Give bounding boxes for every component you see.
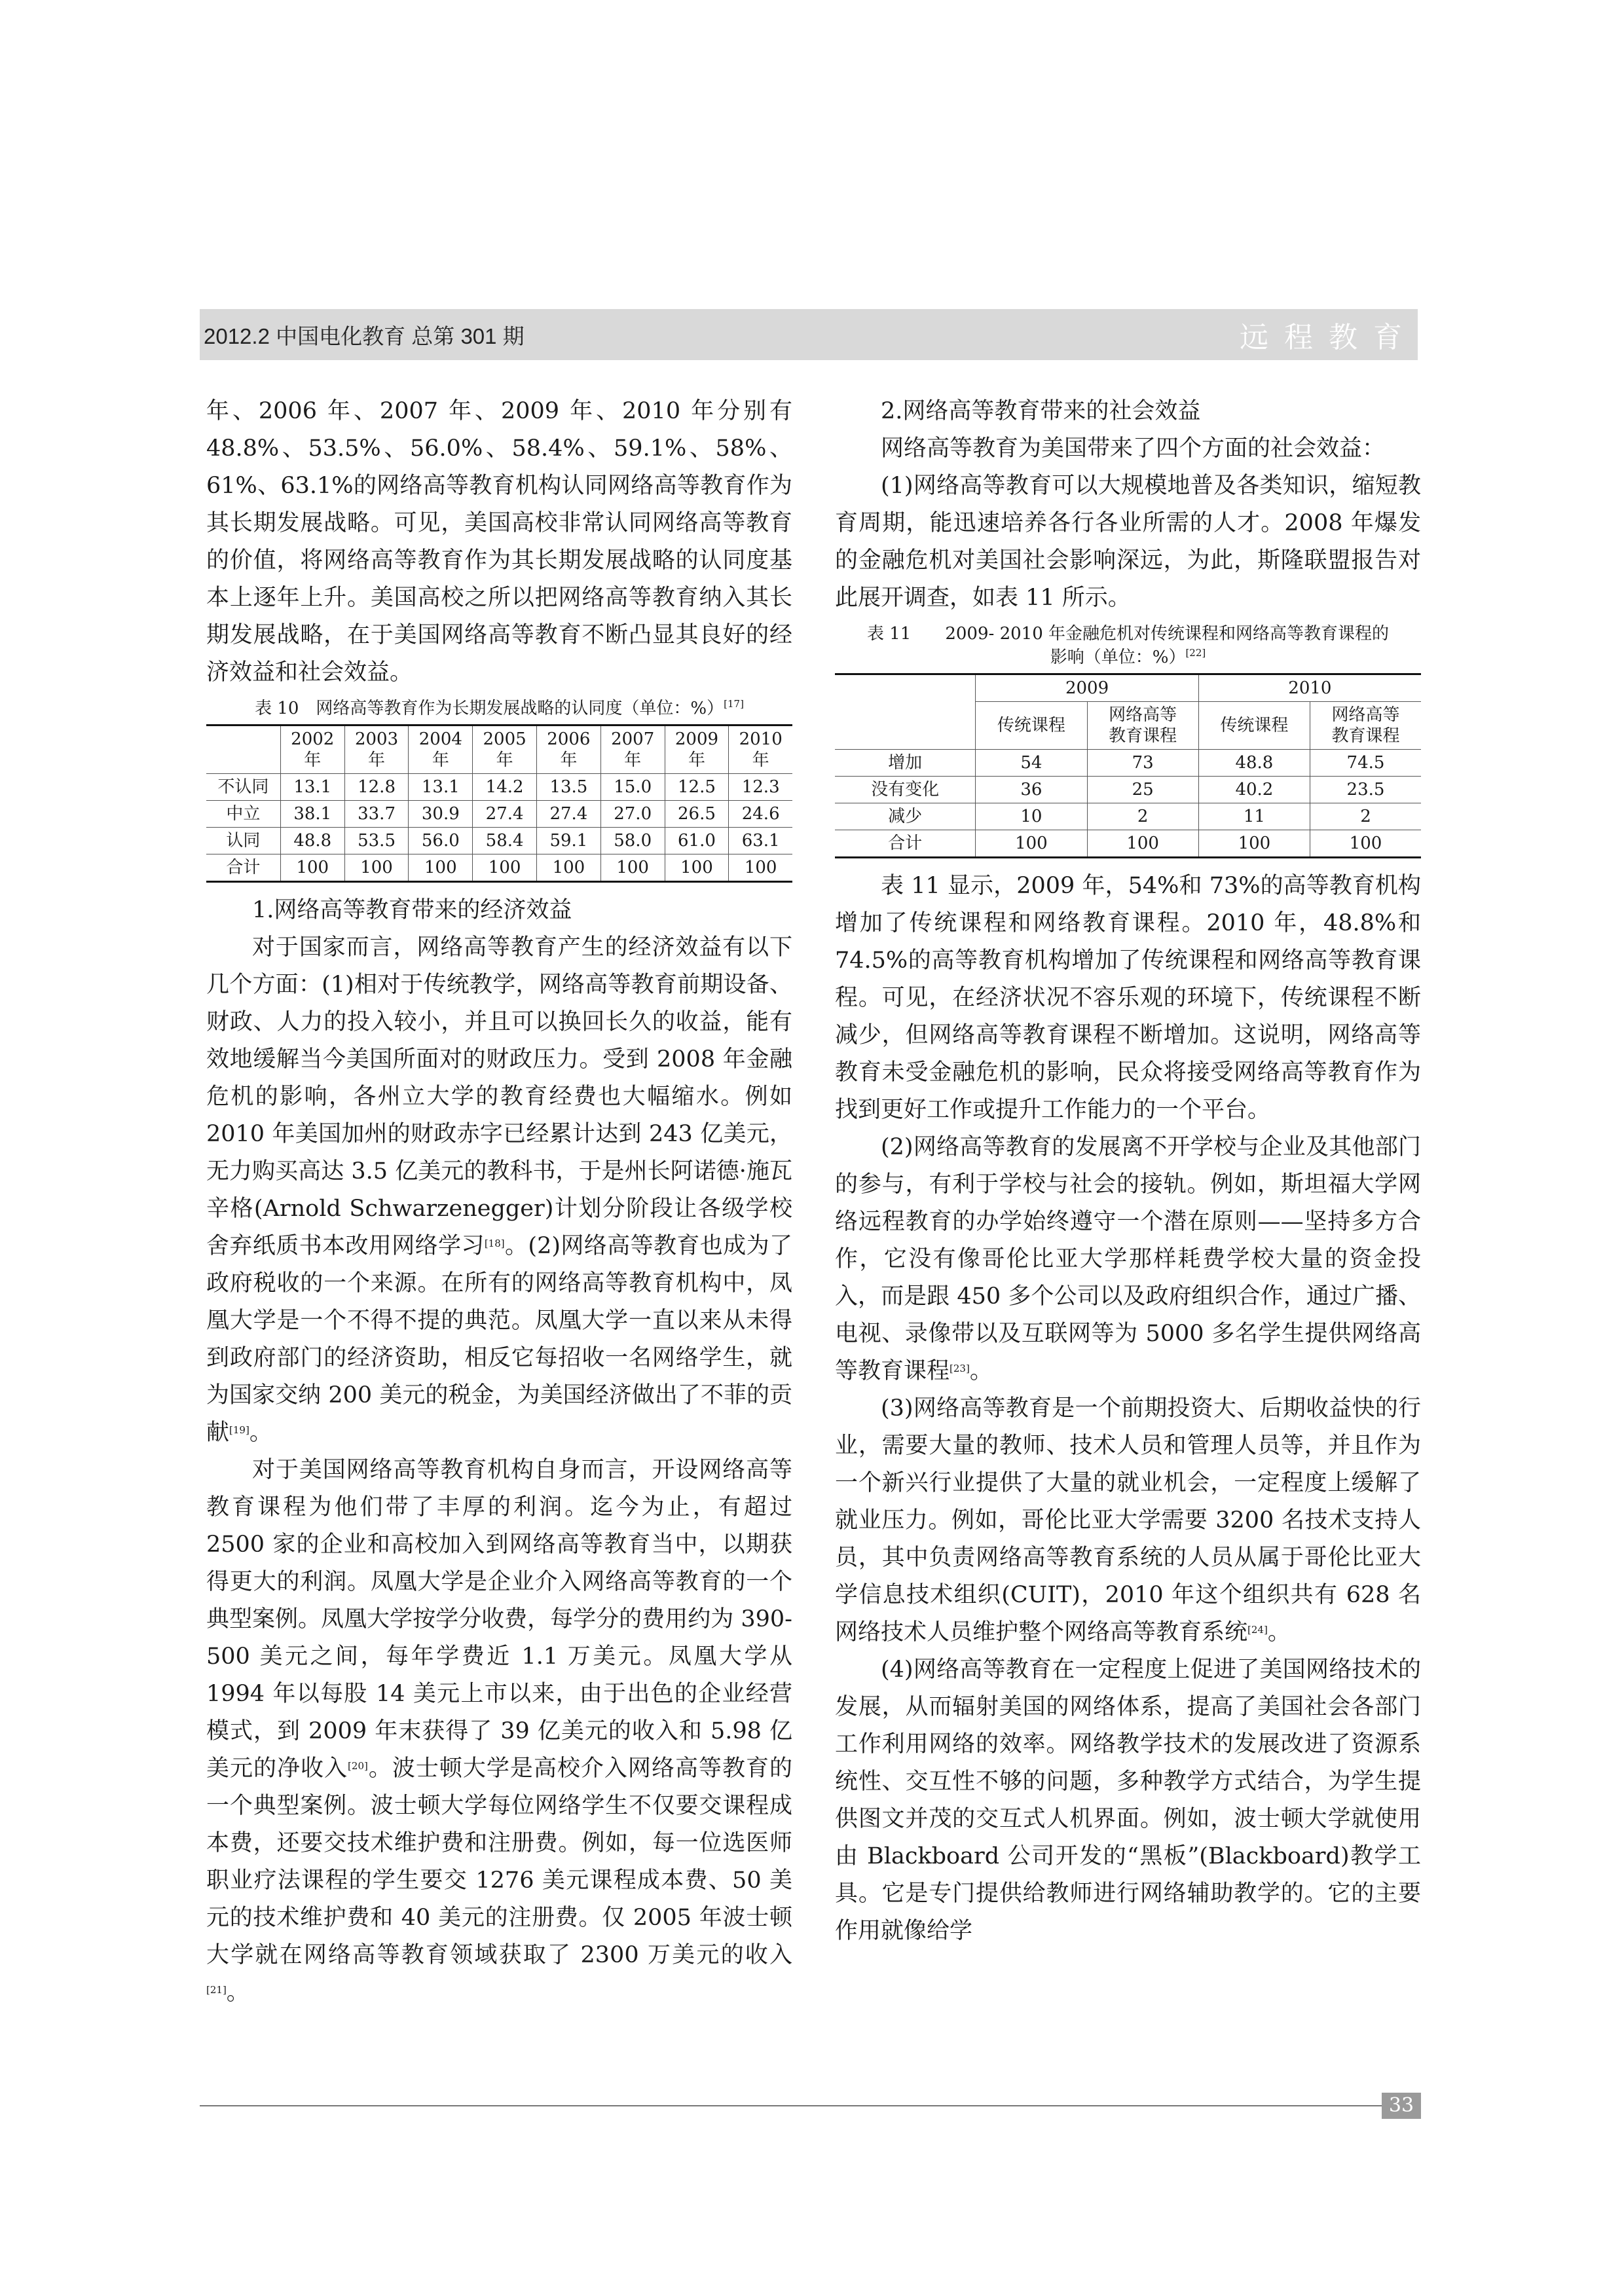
cell: 73 (1087, 750, 1198, 777)
cell: 2 (1310, 803, 1422, 830)
table-10 (206, 724, 792, 883)
section-title: 远程教育 (1240, 321, 1418, 354)
paragraph: (4)网络高等教育在一定程度上促进了美国网络技术的发展，从而辐射美国的网络体系，提高了美国社会各部门工作利用网络的效率。网络教学技术的发展改进了资源系统性、交互性不够的问题，多种教学方式结合，为学生提供图文并茂的交互式人机界面。例如，波士顿大学就使用由 Blackboard 公司开发的“黑板”(Blackboard)教学工具。它是专门提供给教师进行网络辅助教学的。它的主要作用就像给学 (835, 1657, 1421, 1944)
cell: 48.8 (1198, 750, 1310, 777)
year-header: 2010 (1198, 674, 1421, 702)
cell: 100 (1198, 830, 1310, 858)
cell: 2 (1087, 803, 1198, 830)
table-row (835, 777, 1421, 803)
caption-text: 表 10 网络高等教育作为长期发展战略的认同度（单位：%） (255, 699, 724, 718)
cell: 74.5 (1310, 750, 1422, 777)
citation: [20] (348, 1760, 368, 1772)
cell: 53.5 (344, 828, 409, 854)
cell: 13.1 (409, 774, 473, 801)
row-label: 中立 (206, 801, 280, 828)
cell: 100 (1087, 830, 1198, 858)
citation: [17] (724, 698, 744, 710)
caption-line (835, 646, 1421, 669)
table-row (206, 854, 792, 882)
cell: 56.0 (409, 828, 473, 854)
journal-issue: 2012.2 中国电化教育 总第 301 期 (204, 323, 525, 348)
text-run: 。波士顿大学是高校介入网络高等教育的一个典型案例。波士顿大学每位网络学生不仅要交课程成本费，还要交技术维护费和注册费。例如，每一位选医师职业疗法课程的学生要交 1276 美元课程成本费、50 美元的技术维护费和 40 美元的注册费。仅 2005 年波士顿大学就在网络高等教育领域获取了 2300 万美元的收入 (206, 1755, 792, 1968)
right-column (835, 393, 1421, 1950)
cell: 23.5 (1310, 777, 1422, 803)
cell: 27.4 (473, 801, 537, 828)
paragraph (206, 929, 792, 1452)
cell: 100 (537, 854, 601, 882)
cell: 59.1 (537, 828, 601, 854)
cell: 12.8 (344, 774, 409, 801)
text-run: 。 (1267, 1619, 1291, 1645)
column-header: 传统课程 (976, 702, 1087, 750)
table-row (835, 830, 1421, 858)
row-label: 减少 (835, 803, 976, 830)
table-corner (206, 725, 280, 774)
cell: 100 (976, 830, 1087, 858)
left-column (206, 393, 792, 2011)
cell: 58.4 (473, 828, 537, 854)
table-row (835, 750, 1421, 777)
cell: 100 (344, 854, 409, 882)
table-row (835, 803, 1421, 830)
paragraph: 网络高等教育为美国带来了四个方面的社会效益： (881, 435, 1386, 462)
year-header: 2010 年 (729, 725, 792, 774)
footer-rule (200, 2105, 1385, 2106)
row-label: 合计 (835, 830, 976, 858)
text-run: 。 (226, 1979, 249, 2006)
cell: 100 (409, 854, 473, 882)
cell: 38.1 (280, 801, 344, 828)
section-heading: 2.网络高等教育带来的社会效益 (881, 398, 1201, 424)
text-run: 。 (249, 1420, 272, 1446)
table-11-caption (835, 622, 1421, 669)
cell: 100 (665, 854, 729, 882)
table-row (206, 774, 792, 801)
table-row (206, 801, 792, 828)
table-11 (835, 673, 1421, 858)
citation: [22] (1185, 647, 1206, 659)
caption-line: 表 11 2009- 2010 年金融危机对传统课程和网络高等教育课程的 (867, 624, 1389, 644)
paragraph: (1)网络高等教育可以大规模地普及各类知识，缩短教育周期，能迅速培养各行各业所需的人才。2008 年爆发的金融危机对美国社会影响深远，为此，斯隆联盟报告对此展开调查，如表 11 所示。 (835, 473, 1421, 611)
cell: 36 (976, 777, 1087, 803)
citation: [24] (1247, 1624, 1268, 1636)
citation: [18] (484, 1238, 505, 1249)
cell: 100 (1310, 830, 1422, 858)
paragraph: 年、2006 年、2007 年、2009 年、2010 年分别有 48.8%、53.5%、56.0%、58.4%、59.1%、58%、61%、63.1%的网络高等教育机构认同网络高等教育作为其长期发展战略。可见，美国高校非常认同网络高等教育的价值，将网络高等教育作为其长期发展战略的认同度基本上逐年上升。美国高校之所以把网络高等教育纳入其长期发展战略，在于美国网络高等教育不断凸显其良好的经济效益和社会效益。 (206, 398, 792, 686)
cell: 100 (280, 854, 344, 882)
row-label: 没有变化 (835, 777, 976, 803)
citation: [19] (229, 1424, 249, 1436)
cell: 14.2 (473, 774, 537, 801)
year-header: 2009 (976, 674, 1198, 702)
cell: 100 (600, 854, 665, 882)
section-heading: 1.网络高等教育带来的经济效益 (252, 897, 572, 923)
cell: 24.6 (729, 801, 792, 828)
row-label: 增加 (835, 750, 976, 777)
year-header: 2003 年 (344, 725, 409, 774)
table-corner (835, 674, 976, 750)
column-header: 网络高等 教育课程 (1310, 702, 1422, 750)
citation: [21] (206, 1984, 227, 1996)
caption-text: 影响（单位：%） (1050, 648, 1186, 667)
cell: 12.3 (729, 774, 792, 801)
text-run: 。(2)网络高等教育也成为了政府税收的一个来源。在所有的网络高等教育机构中，凤凰大学是一个不得不提的典范。凤凰大学一直以来从未得到政府部门的经济资助，相反它每招收一名网络学生，就为国家交纳 200 美元的税金，为美国经济做出了不菲的贡献 (206, 1233, 792, 1446)
cell: 58.0 (600, 828, 665, 854)
cell: 100 (729, 854, 792, 882)
column-header: 传统课程 (1198, 702, 1310, 750)
cell: 61.0 (665, 828, 729, 854)
cell: 33.7 (344, 801, 409, 828)
text-run: (2)网络高等教育的发展离不开学校与企业及其他部门的参与，有利于学校与社会的接轨。例如，斯坦福大学网络远程教育的办学始终遵守一个潜在原则——坚持多方合作，它没有像哥伦比亚大学那样耗费学校大量的资金投入，而是跟 450 多个公司以及政府组织合作，通过广播、电视、录像带以及互联网等为 5000 多名学生提供网络高等教育课程 (835, 1134, 1421, 1384)
paragraph (835, 1129, 1421, 1390)
text-run: 对于国家而言，网络高等教育产生的经济效益有以下几个方面：(1)相对于传统教学，网络高等教育前期设备、财政、人力的投入较小，并且可以换回长久的收益，能有效地缓解当今美国所面对的财政压力。受到 2008 年金融危机的影响，各州立大学的教育经费也大幅缩水。例如 2010 年美国加州的财政赤字已经累计达到 243 亿美元，无力购买高达 3.5 亿美元的教科书，于是州长阿诺德·施瓦辛格(Arnold Schwarzenegger)计划分阶段让各级学校舍弃纸质书本改用网络学习 (206, 934, 792, 1259)
cell: 27.0 (600, 801, 665, 828)
cell: 25 (1087, 777, 1198, 803)
cell: 27.4 (537, 801, 601, 828)
paragraph: 表 11 显示，2009 年，54%和 73%的高等教育机构增加了传统课程和网络教育课程。2010 年，48.8%和 74.5%的高等教育机构增加了传统课程和网络高等教育课程。可见，在经济状况不容乐观的环境下，传统课程不断减少，但网络高等教育课程不断增加。这说明，网络高等教育未受金融危机的影响，民众将接受网络高等教育作为找到更好工作或提升工作能力的一个平台。 (835, 873, 1421, 1123)
year-header: 2002 年 (280, 725, 344, 774)
column-header: 网络高等 教育课程 (1087, 702, 1198, 750)
year-header: 2007 年 (600, 725, 665, 774)
year-header: 2005 年 (473, 725, 537, 774)
paragraph (835, 1390, 1421, 1651)
cell: 40.2 (1198, 777, 1310, 803)
cell: 100 (473, 854, 537, 882)
table-row (206, 828, 792, 854)
year-header: 2009 年 (665, 725, 729, 774)
text-run: 对于美国网络高等教育机构自身而言，开设网络高等教育课程为他们带了丰厚的利润。迄今为止，有超过 2500 家的企业和高校加入到网络高等教育当中，以期获得更大的利润。凤凰大学是企业介入网络高等教育的一个典型案例。凤凰大学按学分收费，每学分的费用约为 390-500 美元之间，每年学费近 1.1 万美元。凤凰大学从 1994 年以每股 14 美元上市以来，由于出色的企业经营模式，到 2009 年末获得了 39 亿美元的收入和 5.98 亿美元的净收入 (206, 1457, 792, 1782)
cell: 13.5 (537, 774, 601, 801)
table-10-caption (206, 697, 792, 720)
cell: 26.5 (665, 801, 729, 828)
cell: 15.0 (600, 774, 665, 801)
table-header-row (206, 725, 792, 774)
page-number: 33 (1382, 2093, 1421, 2119)
cell: 48.8 (280, 828, 344, 854)
cell: 54 (976, 750, 1087, 777)
text-run: (3)网络高等教育是一个前期投资大、后期收益快的行业，需要大量的教师、技术人员和管理人员等，并且作为一个新兴行业提供了大量的就业机会，一定程度上缓解了就业压力。例如，哥伦比亚大学需要 3200 名技术支持人员，其中负责网络高等教育系统的人员从属于哥伦比亚大学信息技术组织(CUIT)，2010 年这个组织共有 628 名网络技术人员维护整个网络高等教育系统 (835, 1395, 1421, 1645)
cell: 10 (976, 803, 1087, 830)
running-header (200, 309, 1418, 360)
text-run: 。 (969, 1358, 993, 1384)
paragraph (206, 1452, 792, 2011)
cell: 30.9 (409, 801, 473, 828)
row-label: 认同 (206, 828, 280, 854)
year-header: 2004 年 (409, 725, 473, 774)
row-label: 不认同 (206, 774, 280, 801)
row-label: 合计 (206, 854, 280, 882)
cell: 12.5 (665, 774, 729, 801)
cell: 63.1 (729, 828, 792, 854)
citation: [23] (950, 1363, 970, 1374)
year-header: 2006 年 (537, 725, 601, 774)
table-header-row (835, 674, 1421, 702)
cell: 13.1 (280, 774, 344, 801)
cell: 11 (1198, 803, 1310, 830)
